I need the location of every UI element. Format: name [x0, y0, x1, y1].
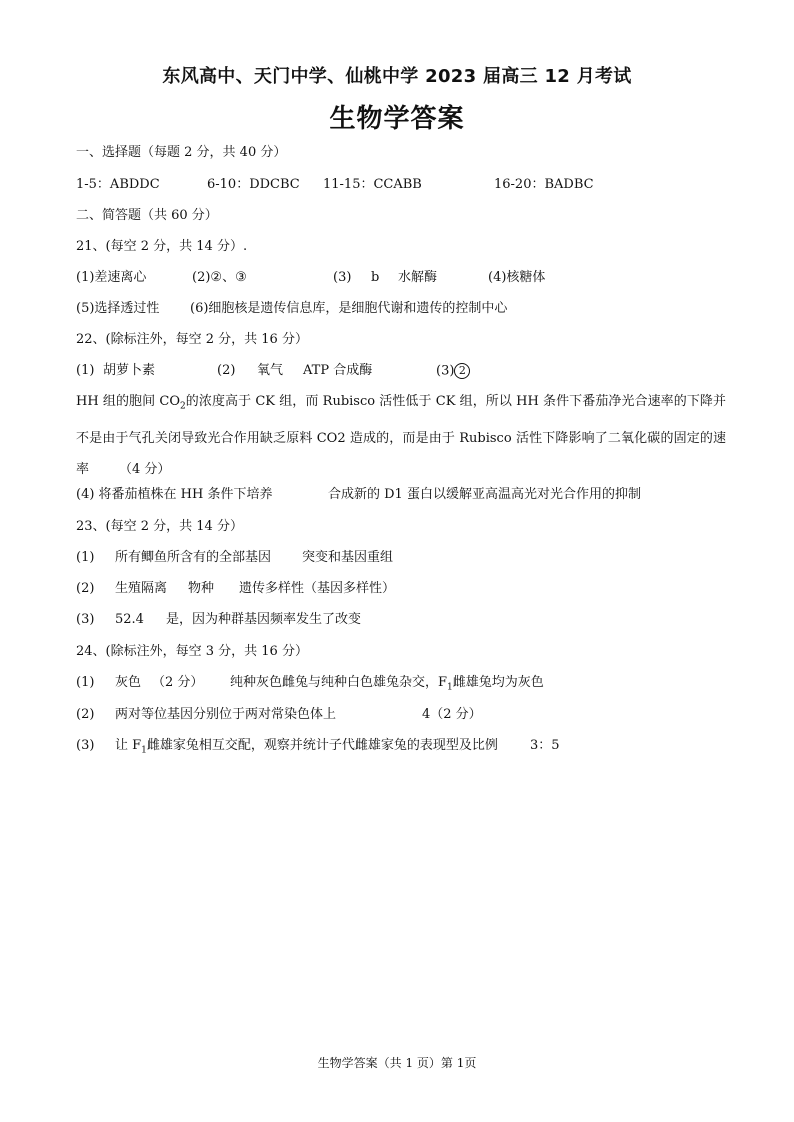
answer-text: (3): [333, 270, 352, 285]
q23-row-3: [76, 612, 726, 628]
answer-text: 生殖隔离: [115, 581, 168, 596]
explanation-text: 的浓度高于 CK 组，而 Rubisco 活性低于 CK 组，所以 HH 条件下番茄净光合速率的下降并不是由于气孔关闭导致光合作用缺乏原料 CO2 造成的，而是由于 Rubisco 活性下降影响了二氧化碳的固定的速率: [76, 394, 726, 477]
answer-group: 1-5：ABDDC: [76, 177, 160, 192]
answer-text: 氧气: [257, 363, 284, 378]
q23-row-1: [76, 550, 726, 566]
choice-answers-row: [76, 177, 726, 193]
answer-text: 3：5: [530, 738, 560, 753]
answer-text: 纯种灰色雌兔与纯种白色雄兔杂交，F: [230, 675, 448, 690]
answer-text: 雌雄家兔相互交配，观察并统计子代雌雄家兔的表现型及比例: [146, 738, 498, 753]
section-heading-choice: 一、选择题（每题 2 分，共 40 分）: [76, 145, 287, 160]
answer-text: (2)②、③: [192, 270, 247, 285]
answer-text: (2): [76, 581, 95, 596]
q24-heading: 24、(除标注外，每空 3 分，共 16 分）: [76, 644, 308, 659]
answer-text: 4（2 分）: [422, 707, 482, 722]
answer-text: (1): [76, 363, 95, 378]
exam-title: 东风高中、天门中学、仙桃中学 2023 届高三 12 月考试: [162, 66, 632, 87]
answer-text: [230, 675, 544, 696]
answer-text: (3): [76, 738, 95, 753]
answer-text: 是，因为种群基因频率发生了改变: [166, 612, 362, 627]
q24-row-2: [76, 707, 726, 723]
answer-text: 突变和基因重组: [302, 550, 394, 565]
answer-text: (2): [76, 707, 95, 722]
answer-text: ATP 合成酶: [303, 363, 373, 378]
answer-text: (3): [76, 612, 95, 627]
answer-text: 灰色: [115, 675, 142, 690]
answer-group: 11-15：CCABB: [323, 177, 422, 192]
explanation-text: HH 组的胞间 CO: [76, 394, 180, 409]
answer-text: 雌雄兔均为灰色: [452, 675, 544, 690]
answer-text: (5)选择透过性: [76, 301, 160, 316]
answer-text: 水解酶: [398, 270, 438, 285]
answer-text: (1): [76, 675, 95, 690]
q23-heading: 23、(每空 2 分，共 14 分）: [76, 519, 243, 534]
answer-text: (4) 将番茄植株在 HH 条件下培养: [76, 487, 273, 502]
q22-row-4: [76, 487, 726, 503]
q22-row-1: [76, 363, 726, 379]
q23-row-2: [76, 581, 726, 597]
answer-text: 物种: [188, 581, 215, 596]
answer-text: (6)细胞核是遗传信息库，是细胞代谢和遗传的控制中心: [190, 301, 508, 316]
answer-sheet-title: 生物学答案: [329, 104, 465, 134]
q24-row-1: [76, 675, 726, 691]
q24-row-3: [76, 738, 726, 754]
answer-text: 两对等位基因分别位于两对常染色体上: [115, 707, 337, 722]
subscript: 2: [179, 401, 186, 412]
answer-text: 胡萝卜素: [103, 363, 156, 378]
q22-heading: 22、(除标注外，每空 2 分，共 16 分）: [76, 332, 308, 347]
answer-text: 合成新的 D1 蛋白以缓解亚高温高光对光合作用的抑制: [328, 487, 641, 502]
q21-row-2: [76, 301, 726, 317]
q22-explanation: [76, 386, 726, 485]
q21-heading: 21、(每空 2 分，共 14 分）.: [76, 239, 248, 254]
q21-row-1: [76, 270, 726, 286]
answer-group: 16-20：BADBC: [494, 177, 594, 192]
answer-group: 6-10：DDCBC: [207, 177, 300, 192]
answer-text: (3): [436, 363, 455, 379]
subscript: 1: [447, 682, 453, 693]
answer-text: 遗传多样性（基因多样性）: [239, 581, 396, 596]
answer-text: (2): [217, 363, 236, 378]
section-heading-short-answer: 二、简答题（共 60 分）: [76, 208, 218, 223]
answer-text: (1)差速离心: [76, 270, 147, 285]
answer-text: (4)核糖体: [488, 270, 546, 285]
answer-text: b: [371, 270, 380, 285]
subscript: 1: [141, 745, 147, 756]
answer-text: [115, 738, 498, 759]
answer-text: 所有鲫鱼所含有的全部基因: [115, 550, 272, 565]
answer-text: (1): [76, 550, 95, 565]
score-note: （4 分）: [119, 461, 171, 477]
page-footer: 生物学答案（共 1 页）第 1页: [317, 1056, 477, 1070]
answer-text: 让 F: [115, 738, 142, 753]
answer-text: 52.4: [115, 612, 144, 627]
circled-number: 2: [454, 363, 470, 379]
answer-text: [436, 363, 470, 380]
score-note: （2 分）: [152, 675, 204, 690]
